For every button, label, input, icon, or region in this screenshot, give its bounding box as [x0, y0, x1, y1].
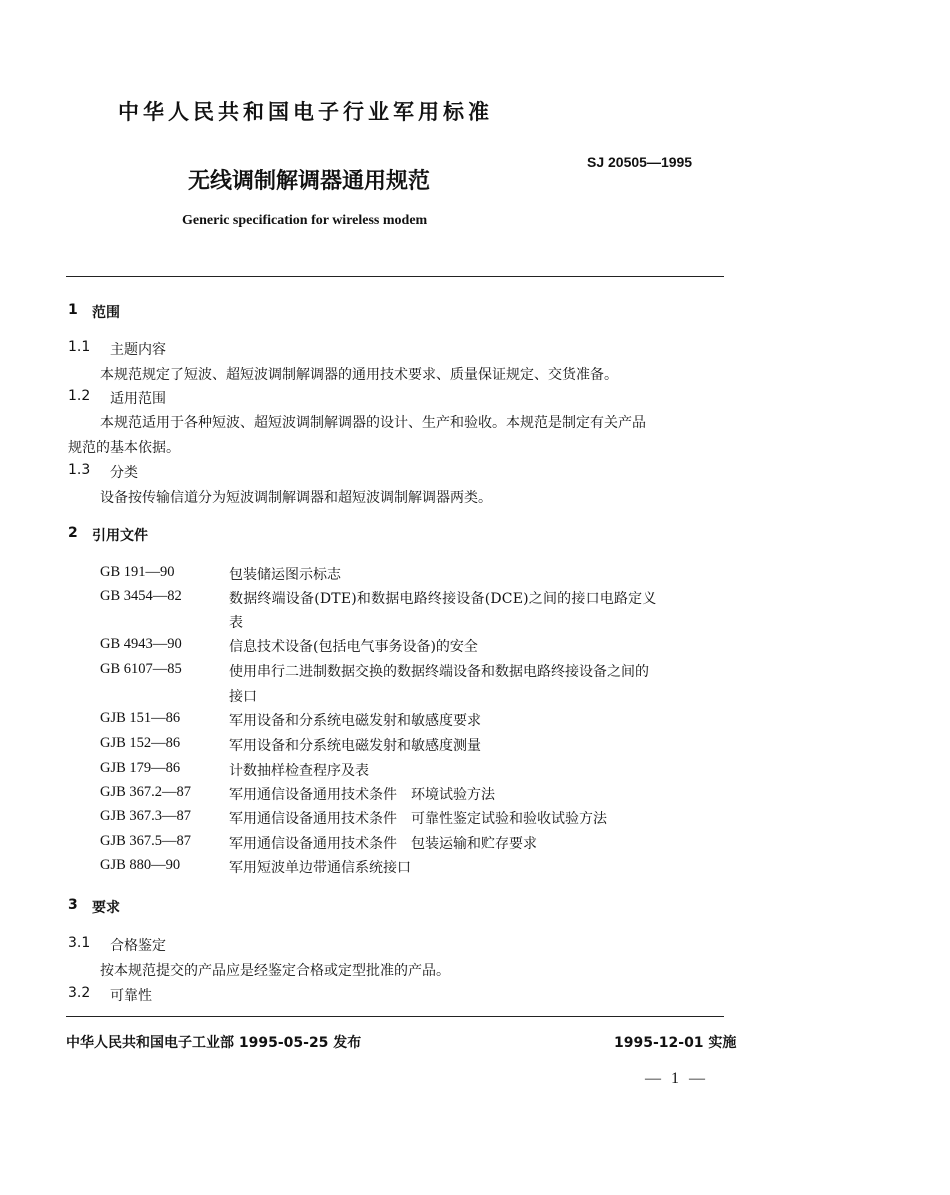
- reference-code: GJB 151—86: [100, 710, 181, 726]
- section-3-number: 3: [68, 897, 78, 913]
- reference-code: GJB 880—90: [100, 857, 181, 873]
- reference-title: 军用设备和分系统电磁发射和敏感度要求: [229, 713, 481, 729]
- document-title-cn: 无线调制解调器通用规范: [188, 169, 431, 194]
- section-3-2-number: 3.2: [68, 985, 91, 1001]
- issuing-organization-header: 中华人民共和国电子行业军用标准: [118, 100, 493, 124]
- section-3-1-number: 3.1: [68, 935, 91, 951]
- reference-code: GJB 152—86: [100, 735, 181, 751]
- document-title-en: Generic specification for wireless modem: [182, 213, 428, 228]
- reference-title: 信息技术设备(包括电气事务设备)的安全: [229, 639, 478, 655]
- reference-title: 军用通信设备通用技术条件 环境试验方法: [229, 787, 495, 803]
- standard-number: SJ 20505—1995: [587, 154, 693, 170]
- reference-title: 使用串行二进制数据交换的数据终端设备和数据电路终接设备之间的: [229, 664, 649, 680]
- section-1-3-text: 设备按传输信道分为短波调制解调器和超短波调制解调器两类。: [100, 490, 492, 506]
- reference-code: GJB 367.3—87: [100, 808, 192, 824]
- reference-title: 数据终端设备(DTE)和数据电路终接设备(DCE)之间的接口电路定义: [229, 591, 657, 607]
- footer-divider: [66, 1016, 724, 1017]
- reference-code: GB 3454—82: [100, 588, 182, 604]
- reference-code: GJB 179—86: [100, 760, 181, 776]
- section-1-1-number: 1.1: [68, 339, 91, 355]
- section-2-number: 2: [68, 525, 78, 541]
- reference-code: GB 4943—90: [100, 636, 182, 652]
- section-1-3-number: 1.3: [68, 462, 91, 478]
- section-1-title: 范围: [92, 305, 120, 321]
- reference-title: 包装储运图示标志: [229, 567, 341, 583]
- reference-code: GJB 367.5—87: [100, 833, 192, 849]
- reference-title: 军用设备和分系统电磁发射和敏感度测量: [229, 738, 481, 754]
- page-number: — 1 —: [645, 1070, 708, 1087]
- reference-title: 军用通信设备通用技术条件 包装运输和贮存要求: [229, 836, 537, 852]
- section-1-3-title: 分类: [110, 465, 138, 481]
- reference-title: 计数抽样检查程序及表: [229, 763, 369, 779]
- reference-title: 军用通信设备通用技术条件 可靠性鉴定试验和验收试验方法: [229, 811, 607, 827]
- section-1-2-title: 适用范围: [110, 391, 166, 407]
- header-divider: [66, 276, 724, 277]
- section-1-number: 1: [68, 302, 78, 318]
- section-3-title: 要求: [92, 900, 120, 916]
- section-3-1-text: 按本规范提交的产品应是经鉴定合格或定型批准的产品。: [100, 963, 450, 979]
- section-1-2-text-line-1: 本规范适用于各种短波、超短波调制解调器的设计、生产和验收。本规范是制定有关产品: [100, 415, 646, 431]
- section-1-2-number: 1.2: [68, 388, 91, 404]
- reference-code: GB 6107—85: [100, 661, 182, 677]
- section-1-2-text-line-2: 规范的基本依据。: [68, 440, 180, 456]
- section-3-1-title: 合格鉴定: [110, 938, 166, 954]
- issue-statement: 中华人民共和国电子工业部 1995-05-25 发布: [66, 1035, 362, 1051]
- reference-code: GJB 367.2—87: [100, 784, 192, 800]
- reference-title-continuation: 接口: [229, 689, 257, 705]
- reference-title: 军用短波单边带通信系统接口: [229, 860, 411, 876]
- reference-title-continuation: 表: [229, 615, 243, 631]
- section-3-2-title: 可靠性: [110, 988, 152, 1004]
- section-2-title: 引用文件: [92, 528, 148, 544]
- reference-code: GB 191—90: [100, 564, 175, 580]
- section-1-1-title: 主题内容: [110, 342, 166, 358]
- effective-date: 1995-12-01 实施: [614, 1035, 737, 1051]
- section-1-1-text: 本规范规定了短波、超短波调制解调器的通用技术要求、质量保证规定、交货准备。: [100, 367, 618, 383]
